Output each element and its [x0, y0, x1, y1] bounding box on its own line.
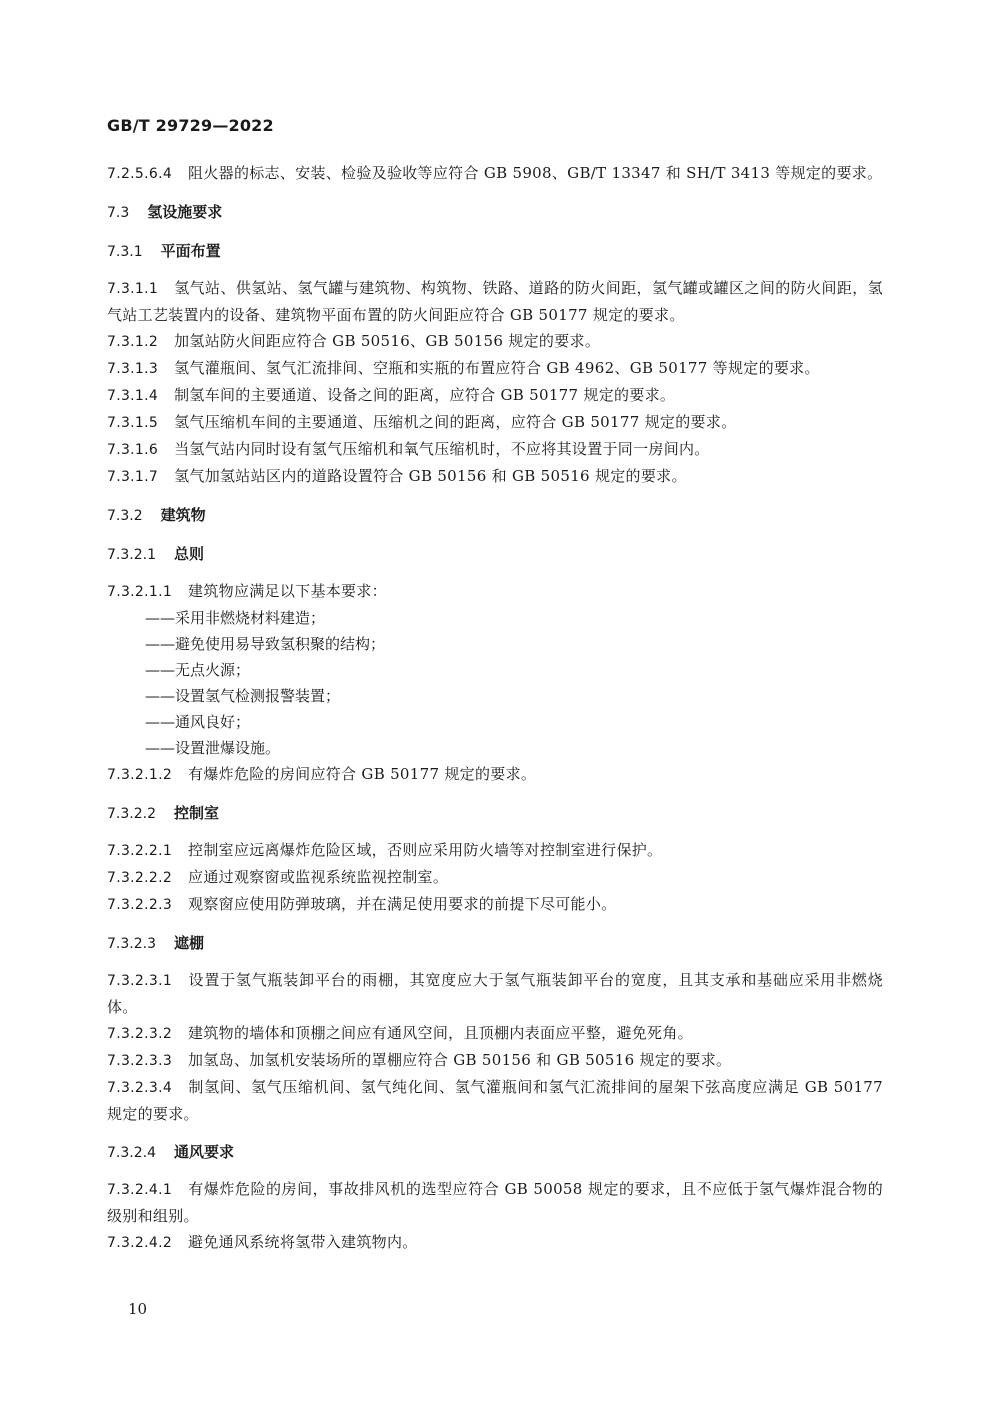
clause-number: 7.3.2.2.1 [107, 843, 173, 859]
clause-number: 7.3.1.6 [107, 442, 159, 458]
clause-text: 避免通风系统将氢带入建筑物内。 [188, 1233, 418, 1251]
clause-number: 7.3.2.3.3 [107, 1053, 173, 1069]
clause-number: 7.3.1.7 [107, 469, 159, 485]
clause-paragraph [107, 382, 883, 409]
clause-text: 当氢气站内同时设有氢气压缩机和氧气压缩机时，不应将其设置于同一房间内。 [174, 440, 710, 458]
clause-text: 控制室应远离爆炸危险区域，否则应采用防火墙等对控制室进行保护。 [188, 841, 663, 859]
clause-number: 7.3.2.3.2 [107, 1026, 173, 1042]
clause-text: 有爆炸危险的房间应符合 GB 50177 规定的要求。 [188, 765, 537, 783]
clause-number: 7.3.2.4.1 [107, 1182, 173, 1198]
clause-number: 7.3 [107, 205, 130, 221]
clause-paragraph [107, 436, 883, 463]
clause-paragraph [107, 837, 883, 864]
clause-text: 制氢间、氢气压缩机间、氢气纯化间、氢气灌瓶间和氢气汇流排间的屋架下弦高度应满足 GB 50177 规定的要求。 [107, 1078, 883, 1123]
clause-number: 7.3.1 [107, 244, 143, 260]
clause-number: 7.3.2.3.4 [107, 1080, 173, 1096]
clause-text: 建筑物的墙体和顶棚之间应有通风空间，且顶棚内表面应平整，避免死角。 [188, 1024, 693, 1042]
list-item: ——设置泄爆设施。 [145, 739, 281, 757]
list-item: ——通风良好； [145, 713, 251, 731]
clause-text: 氢设施要求 [147, 203, 223, 221]
clause-paragraph [107, 967, 883, 1020]
clause-paragraph [107, 275, 883, 328]
clause-text: 加氢岛、加氢机安装场所的罩棚应符合 GB 50156 和 GB 50516 规定的要求。 [188, 1051, 732, 1069]
clause-text: 遮棚 [173, 934, 204, 952]
clause-text: 氢气灌瓶间、氢气汇流排间、空瓶和实瓶的布置应符合 GB 4962、GB 50177 等规定的要求。 [174, 359, 820, 377]
clause-number: 7.3.2.1.1 [107, 584, 173, 600]
clause-number: 7.3.2.1.2 [107, 767, 173, 783]
document-body [107, 160, 883, 1256]
clause-number: 7.3.1.1 [107, 281, 159, 297]
clause-text: 应通过观察窗或监视系统监视控制室。 [188, 868, 449, 886]
section-heading [107, 1139, 883, 1166]
clause-paragraph [107, 355, 883, 382]
list-item: ——采用非燃烧材料建造； [145, 609, 326, 627]
clause-number: 7.3.2.2.2 [107, 870, 173, 886]
clause-paragraph [107, 891, 883, 918]
clause-text: 建筑物 [160, 506, 206, 524]
clause-text: 设置于氢气瓶装卸平台的雨棚，其宽度应大于氢气瓶装卸平台的宽度，且其支承和基础应采用非燃烧体。 [107, 971, 883, 1016]
clause-number: 7.2.5.6.4 [107, 166, 173, 182]
clause-paragraph [107, 578, 883, 605]
clause-text: 氢气压缩机车间的主要通道、压缩机之间的距离，应符合 GB 50177 规定的要求。 [174, 413, 737, 431]
clause-paragraph [107, 1176, 883, 1229]
clause-paragraph [107, 1020, 883, 1047]
clause-number: 7.3.2.4.2 [107, 1235, 173, 1251]
section-heading [107, 238, 883, 265]
clause-text: 加氢站防火间距应符合 GB 50516、GB 50156 规定的要求。 [174, 332, 601, 350]
clause-number: 7.3.1.5 [107, 415, 159, 431]
clause-text: 阻火器的标志、安装、检验及验收等应符合 GB 5908、GB/T 13347 和 SH/T 3413 等规定的要求。 [188, 164, 883, 182]
section-heading [107, 199, 883, 226]
clause-text: 氢气站、供氢站、氢气罐与建筑物、构筑物、铁路、道路的防火间距，氢气罐或罐区之间的防火间距，氢气站工艺装置内的设备、建筑物平面布置的防火间距应符合 GB 50177 规定的要求。 [107, 279, 883, 324]
clause-paragraph [107, 463, 883, 490]
clause-text: 氢气加氢站站区内的道路设置符合 GB 50156 和 GB 50516 规定的要求。 [174, 467, 687, 485]
list-item: ——无点火源； [145, 661, 251, 679]
clause-number: 7.3.2.2 [107, 806, 156, 822]
clause-number: 7.3.2.1 [107, 547, 156, 563]
clause-text: 总则 [173, 545, 204, 563]
clause-text: 控制室 [173, 804, 219, 822]
section-heading [107, 800, 883, 827]
clause-text: 通风要求 [173, 1143, 234, 1161]
clause-text: 平面布置 [160, 242, 221, 260]
clause-paragraph [107, 328, 883, 355]
clause-number: 7.3.1.4 [107, 388, 159, 404]
clause-paragraph [107, 1229, 883, 1256]
clause-number: 7.3.1.3 [107, 361, 159, 377]
clause-number: 7.3.2.3 [107, 936, 156, 952]
clause-number: 7.3.2.2.3 [107, 897, 173, 913]
clause-number: 7.3.2.4 [107, 1145, 156, 1161]
section-heading [107, 930, 883, 957]
list-item: ——设置氢气检测报警装置； [145, 687, 341, 705]
clause-text: 有爆炸危险的房间，事故排风机的选型应符合 GB 50058 规定的要求，且不应低于氢气爆炸混合物的级别和组别。 [107, 1180, 883, 1225]
clause-paragraph [107, 160, 883, 187]
clause-number: 7.3.2 [107, 508, 143, 524]
clause-text: 观察窗应使用防弹玻璃，并在满足使用要求的前提下尽可能小。 [188, 895, 617, 913]
clause-text: 制氢车间的主要通道、设备之间的距离，应符合 GB 50177 规定的要求。 [174, 386, 676, 404]
document-header: GB/T 29729—2022 [107, 116, 274, 135]
clause-paragraph [107, 409, 883, 436]
clause-paragraph [107, 1074, 883, 1127]
page-number: 10 [128, 1300, 148, 1318]
clause-number: 7.3.2.3.1 [107, 973, 173, 989]
clause-paragraph [107, 864, 883, 891]
section-heading [107, 502, 883, 529]
clause-paragraph [107, 1047, 883, 1074]
list-item: ——避免使用易导致氢积聚的结构； [145, 635, 386, 653]
section-heading [107, 541, 883, 568]
clause-paragraph [107, 761, 883, 788]
clause-number: 7.3.1.2 [107, 334, 159, 350]
clause-text: 建筑物应满足以下基本要求： [188, 582, 387, 600]
